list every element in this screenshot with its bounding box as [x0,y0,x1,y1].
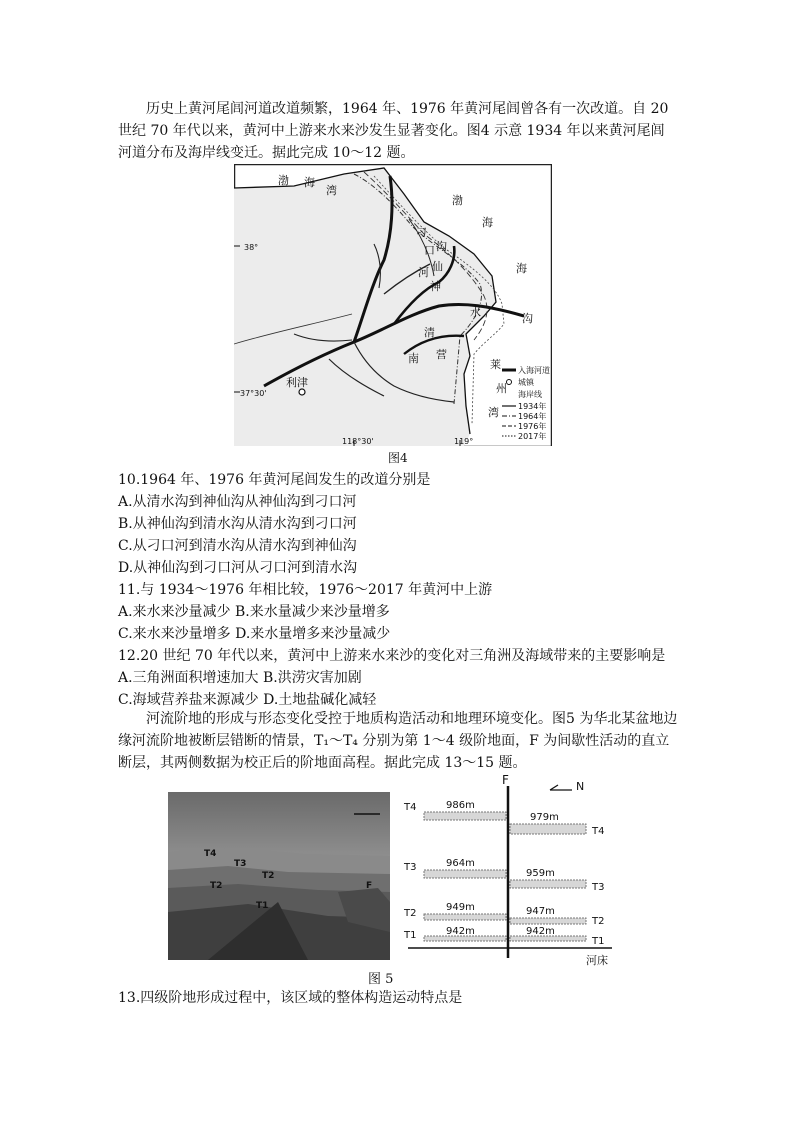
map-label: 河 [418,266,429,279]
map-label: 仙 [432,260,443,273]
photo-label-t3: T3 [234,859,247,869]
map-label: 刁 [416,226,427,239]
svg-text:海岸线: 海岸线 [518,390,542,399]
question-13: 13.四级阶地形成过程中，该区域的整体构造运动特点是 [118,990,463,1006]
right-t4-label: T4 [592,826,605,837]
north-label: N [576,780,585,793]
left-t4-label: T4 [404,802,417,813]
q11-options-cd: C.来水来沙量增多 D.来水量增多来沙量减少 [118,626,391,642]
question-10: 10.1964 年、1976 年黄河尾闾发生的改道分别是 [118,472,431,488]
photo-label-t1: T1 [256,901,269,911]
map-label: 神 [430,280,441,293]
map-label: 沟 [522,312,533,325]
left-t1-label: T1 [404,930,417,941]
map-label: 湾 [326,184,337,197]
map-label: 渤 [452,194,463,207]
lon-label: 119° [454,437,474,446]
map-label: 莱 [490,358,501,371]
map-label-lijin: 利津 [286,376,308,389]
map-label: 州 [496,382,507,395]
left-t4-elev: 986m [446,800,475,811]
left-t3-label: T3 [404,862,417,873]
intro-paragraph-1: 历史上黄河尾闾河道改道频繁，1964 年、1976 年黄河尾闾曾各有一次改道。自 20 世纪 70 年代以来，黄河中上游来水来沙发生显著变化。图4 示意 1934 年以来黄河尾闾河道分布及海岸线变迁。据此完成 10～12 题。 [118,101,669,161]
q10-option-a: A.从清水沟到神仙沟从神仙沟到刁口河 [118,494,357,510]
map-legend [502,365,550,441]
question-12: 12.20 世纪 70 年代以来，黄河中上游来水来沙的变化对三角洲及海域带来的主要影响是 [118,648,666,664]
right-t4-elev: 979m [530,812,559,823]
q12-options-cd: C.海域营养盐来源减少 D.土地盐碱化减轻 [118,692,377,708]
left-terraces [424,812,506,941]
lat-label: 37°30' [240,389,267,398]
photo-label-f: F [366,881,373,891]
right-t2-label: T2 [592,916,605,927]
map-label: 海 [304,176,315,189]
left-t3-elev: 964m [446,858,475,869]
right-t3-label: T3 [592,882,605,893]
map-label: 营 [436,348,447,361]
river-bed-label: 河床 [586,954,608,967]
photo-label-t4: T4 [204,849,217,859]
svg-text:1934年: 1934年 [518,402,547,411]
photo-label-t2: T2 [262,871,275,881]
svg-text:2017年: 2017年 [518,432,547,441]
right-terraces [510,824,586,941]
map-label: 清 [424,326,435,339]
river-terrace-photo [168,792,390,960]
map-label: 沟 [436,240,447,253]
map-label: 水 [470,306,481,319]
lon-label: 118°30' [342,437,374,446]
right-t2-elev: 947m [526,906,555,917]
q12-options-ab: A.三角洲面积增速加大 B.洪涝灾害加剧 [118,670,362,686]
q10-option-c: C.从刁口河到清水沟从清水沟到神仙沟 [118,538,357,554]
yellow-river-estuary-map [234,164,552,446]
right-t1-elev: 942m [526,926,555,937]
svg-text:1976年: 1976年 [518,422,547,431]
photo-label-t2: T2 [210,881,223,891]
map-label: 南 [408,352,419,365]
map-label: 口 [424,244,435,257]
svg-text:城镇: 城镇 [518,378,534,387]
intro-paragraph-2: 河流阶地的形成与形态变化受控于地质构造活动和地理环境变化。图5 为华北某盆地边缘河流阶地被断层错断的情景，T₁～T₄ 分别为第 1～4 级阶地面，F 为间歇性活动的直立断层，其两侧数据为校正后的阶地面高程。据此完成 13～15 题。 [118,711,678,771]
fault-terrace-diagram [402,772,614,968]
figure-4-caption: 图4 [388,451,408,465]
right-t1-label: T1 [592,936,605,947]
fault-label: F [502,773,509,787]
town-lijin-marker [299,389,305,395]
question-11: 11.与 1934～1976 年相比较，1976～2017 年黄河中上游 [118,582,493,598]
q11-options-ab: A.来水来沙量减少 B.来水量减少来沙量增多 [118,604,390,620]
q10-option-b: B.从神仙沟到清水沟从清水沟到刁口河 [118,516,357,532]
left-t2-elev: 949m [446,902,475,913]
map-label: 湾 [488,406,499,419]
map-label: 海 [482,216,493,229]
map-label: 渤 [278,174,289,187]
q10-option-d: D.从神仙沟到刁口河从刁口河到清水沟 [118,560,358,576]
lat-label: 38° [244,243,259,252]
left-t2-label: T2 [404,908,417,919]
left-t1-elev: 942m [446,926,475,937]
figure-5-caption: 图 5 [368,972,394,987]
svg-text:入海河道: 入海河道 [518,366,550,375]
map-label: 海 [516,262,527,275]
right-t3-elev: 959m [526,868,555,879]
svg-text:1964年: 1964年 [518,412,547,421]
